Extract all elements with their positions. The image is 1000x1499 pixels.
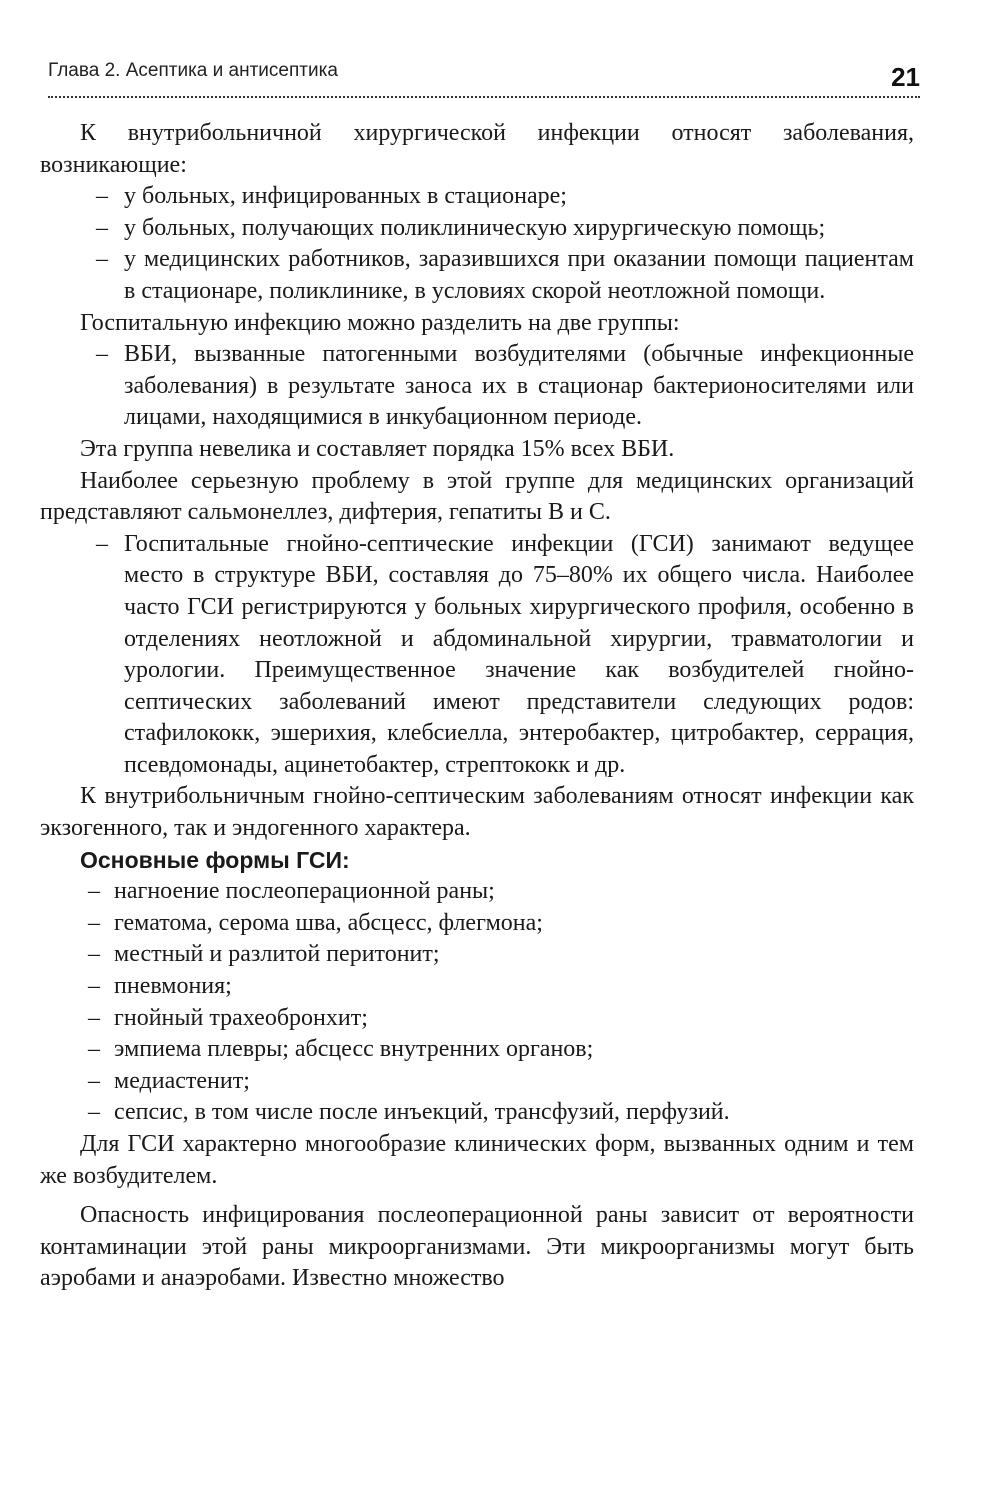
- list-item: – сепсис, в том числе после инъекций, трансфузий, перфузий.: [40, 1097, 914, 1129]
- list-item: – нагноение послеоперационной раны;: [40, 876, 914, 908]
- section-subheading: Основные формы ГСИ:: [80, 846, 350, 873]
- list-item: – медиастенит;: [40, 1066, 914, 1098]
- list-item: – пневмония;: [40, 971, 914, 1003]
- paragraph: Для ГСИ характерно многообразие клинических форм, вызванных одним и тем же возбудителем.: [40, 1131, 914, 1189]
- list-item: – у больных, получающих поликлиническую хирургическую помощь;: [40, 213, 914, 245]
- dash-list: [40, 529, 914, 782]
- paragraph: Опасность инфицирования послеоперационной раны зависит от вероятности контаминации этой раны микроорганизмами. Эти микроорганизмы могут быть аэробами и анаэробами. Известно множество: [40, 1202, 914, 1292]
- page-body: [40, 118, 914, 1295]
- paragraph: К внутрибольничной хирургической инфекции относят заболевания, возникающие:: [40, 120, 914, 178]
- page-number: 21: [891, 62, 920, 92]
- paragraph: Наиболее серьезную проблему в этой группе для медицинских организаций представляют сальмонеллез, дифтерия, гепатиты В и С.: [40, 467, 914, 526]
- list-item: – Госпитальные гнойно-септические инфекции (ГСИ) занимают ведущее место в структуре ВБИ, составляя до 75–80% их общего числа. Наиболее часто ГСИ регистрируются у больных хирургического профиля, особенно в отделениях неотложной и абдоминальной хирургии, травматологии и урологии. Преимущественное значение как возбудителей гнойно-септических заболеваний имеют представители следующих родов: стафилококк, эшерихия, клебсиелла, энтеробактер, цитробактер, серрация, псевдомонады, ацинетобактер, стрептококк и др.: [40, 529, 914, 782]
- list-item: – ВБИ, вызванные патогенными возбудителями (обычные инфекционные заболевания) в результате заноса их в стационар бактерионосителями или лицами, находящимися в инкубационном периоде.: [40, 339, 914, 434]
- list-item: – эмпиема плевры; абсцесс внутренних органов;: [40, 1034, 914, 1066]
- list-item: – местный и разлитой перитонит;: [40, 939, 914, 971]
- paragraph: К внутрибольничным гнойно-септическим заболеваниям относят инфекции как экзогенного, так и эндогенного характера.: [40, 783, 914, 842]
- chapter-title: Глава 2. Асептика и антисептика: [48, 60, 338, 81]
- paragraph-gap: [40, 1192, 914, 1200]
- forms-list: [40, 876, 914, 1129]
- dash-list: [40, 181, 914, 307]
- paragraph: Госпитальную инфекцию можно разделить на две группы:: [80, 309, 680, 336]
- page-header: [48, 56, 920, 98]
- list-item: – у медицинских работников, заразившихся при оказании помощи пациентам в стационаре, поликлинике, в условиях скорой неотложной помощи.: [40, 244, 914, 307]
- paragraph: Эта группа невелика и составляет порядка 15% всех ВБИ.: [80, 435, 675, 462]
- list-item: – у больных, инфицированных в стационаре;: [40, 181, 914, 213]
- list-item: – гнойный трахеобронхит;: [40, 1003, 914, 1035]
- dash-list: [40, 339, 914, 434]
- list-item: – гематома, серома шва, абсцесс, флегмона;: [40, 908, 914, 940]
